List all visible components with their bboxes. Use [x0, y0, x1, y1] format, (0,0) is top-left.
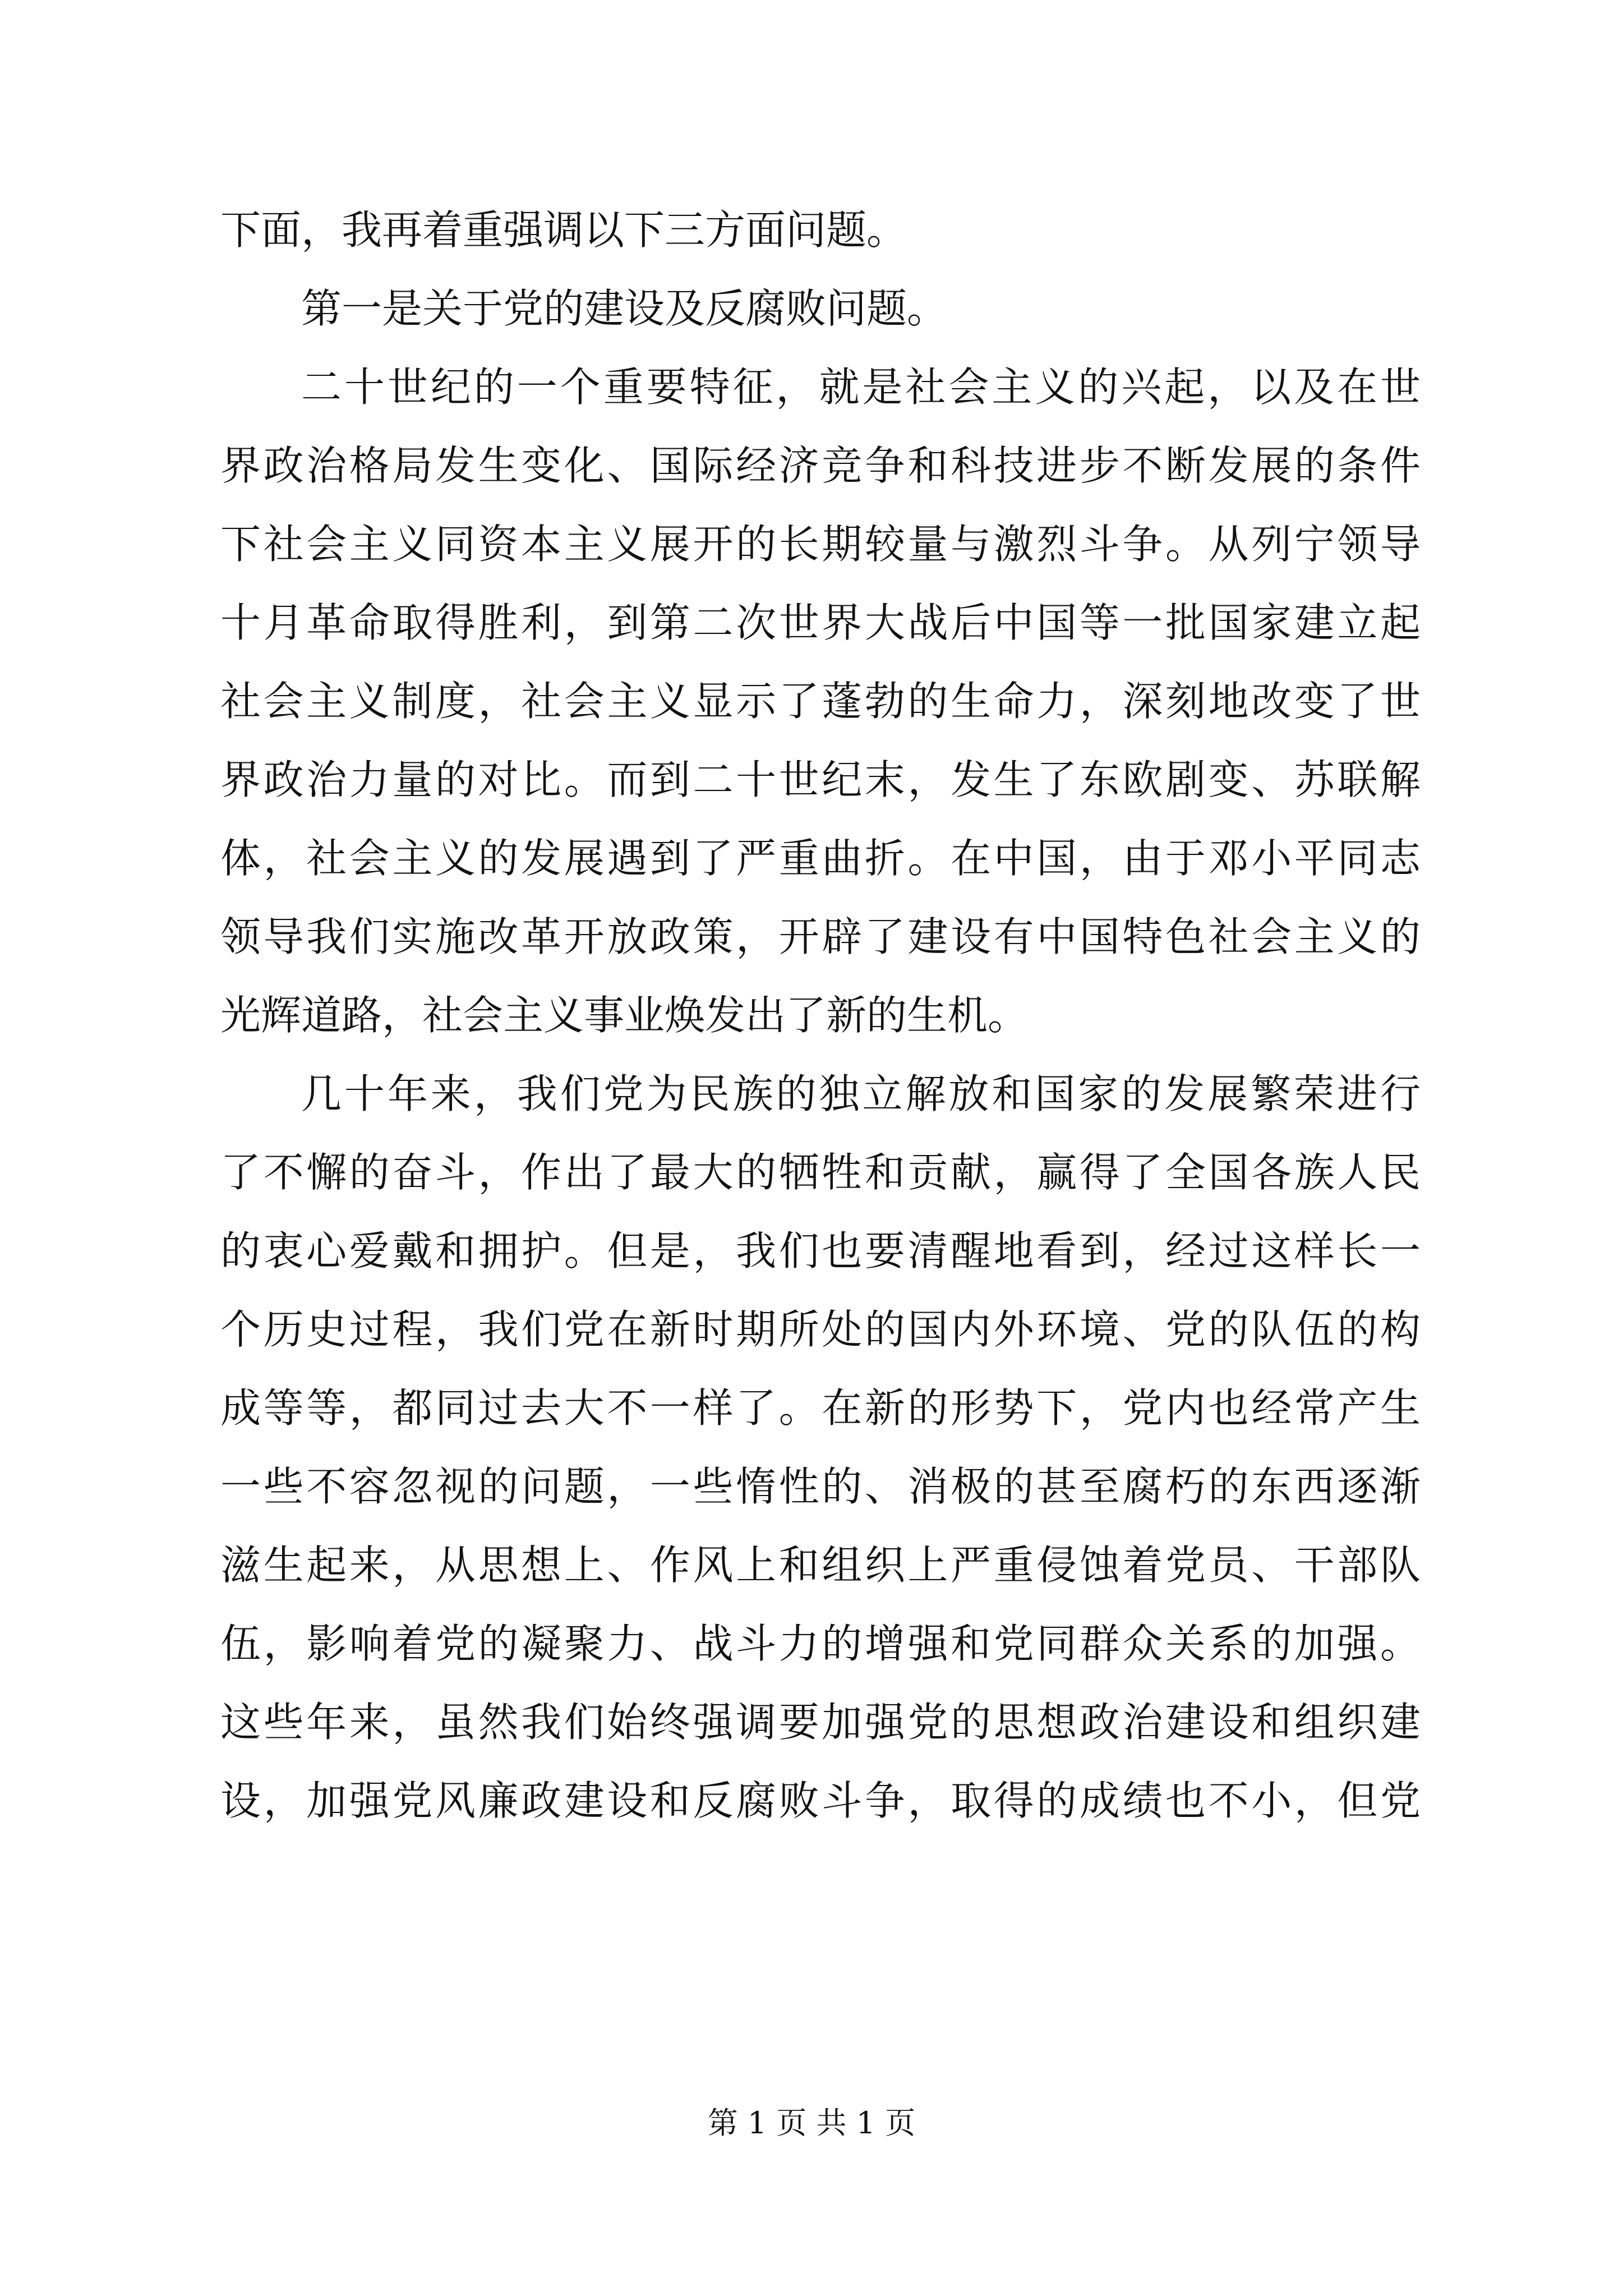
text-line: 了不懈的奋斗，作出了最大的牺牲和贡献，赢得了全国各族人民	[220, 1149, 1421, 1196]
text-line: 第一是关于党的建设及反腐败问题。	[301, 285, 948, 332]
text-line: 十月革命取得胜利，到第二次世界大战后中国等一批国家建立起	[220, 599, 1421, 646]
text-line: 社会主义制度，社会主义显示了蓬勃的生命力，深刻地改变了世	[220, 678, 1421, 725]
text-line: 这些年来，虽然我们始终强调要加强党的思想政治建设和组织建	[220, 1699, 1421, 1746]
text-line: 设，加强党风廉政建设和反腐败斗争，取得的成绩也不小，但党	[220, 1777, 1421, 1824]
text-line: 光辉道路，社会主义事业焕发出了新的生机。	[220, 992, 1029, 1039]
page-footer: 第 1 页 共 1 页	[707, 2105, 916, 2141]
text-line: 界政治力量的对比。而到二十世纪末，发生了东欧剧变、苏联解	[220, 756, 1421, 803]
text-line: 二十世纪的一个重要特征，就是社会主义的兴起，以及在世	[301, 364, 1421, 411]
text-line: 下社会主义同资本主义展开的长期较量与激烈斗争。从列宁领导	[220, 521, 1421, 568]
text-line: 领导我们实施改革开放政策，开辟了建设有中国特色社会主义的	[220, 913, 1421, 960]
text-line: 界政治格局发生变化、国际经济竞争和科技进步不断发展的条件	[220, 442, 1421, 489]
text-line: 体，社会主义的发展遇到了严重曲折。在中国，由于邓小平同志	[220, 835, 1421, 882]
text-line: 一些不容忽视的问题，一些惰性的、消极的甚至腐朽的东西逐渐	[220, 1463, 1421, 1510]
text-line: 成等等，都同过去大不一样了。在新的形势下，党内也经常产生	[220, 1384, 1421, 1432]
text-line: 个历史过程，我们党在新时期所处的国内外环境、党的队伍的构	[220, 1306, 1421, 1353]
text-line: 下面，我再着重强调以下三方面问题。	[220, 206, 907, 254]
text-line: 的衷心爱戴和拥护。但是，我们也要清醒地看到，经过这样长一	[220, 1227, 1421, 1274]
text-line: 几十年来，我们党为民族的独立解放和国家的发展繁荣进行	[301, 1070, 1421, 1117]
text-line: 伍，影响着党的凝聚力、战斗力的增强和党同群众关系的加强。	[220, 1620, 1421, 1667]
text-line: 滋生起来，从思想上、作风上和组织上严重侵蚀着党员、干部队	[220, 1542, 1421, 1589]
